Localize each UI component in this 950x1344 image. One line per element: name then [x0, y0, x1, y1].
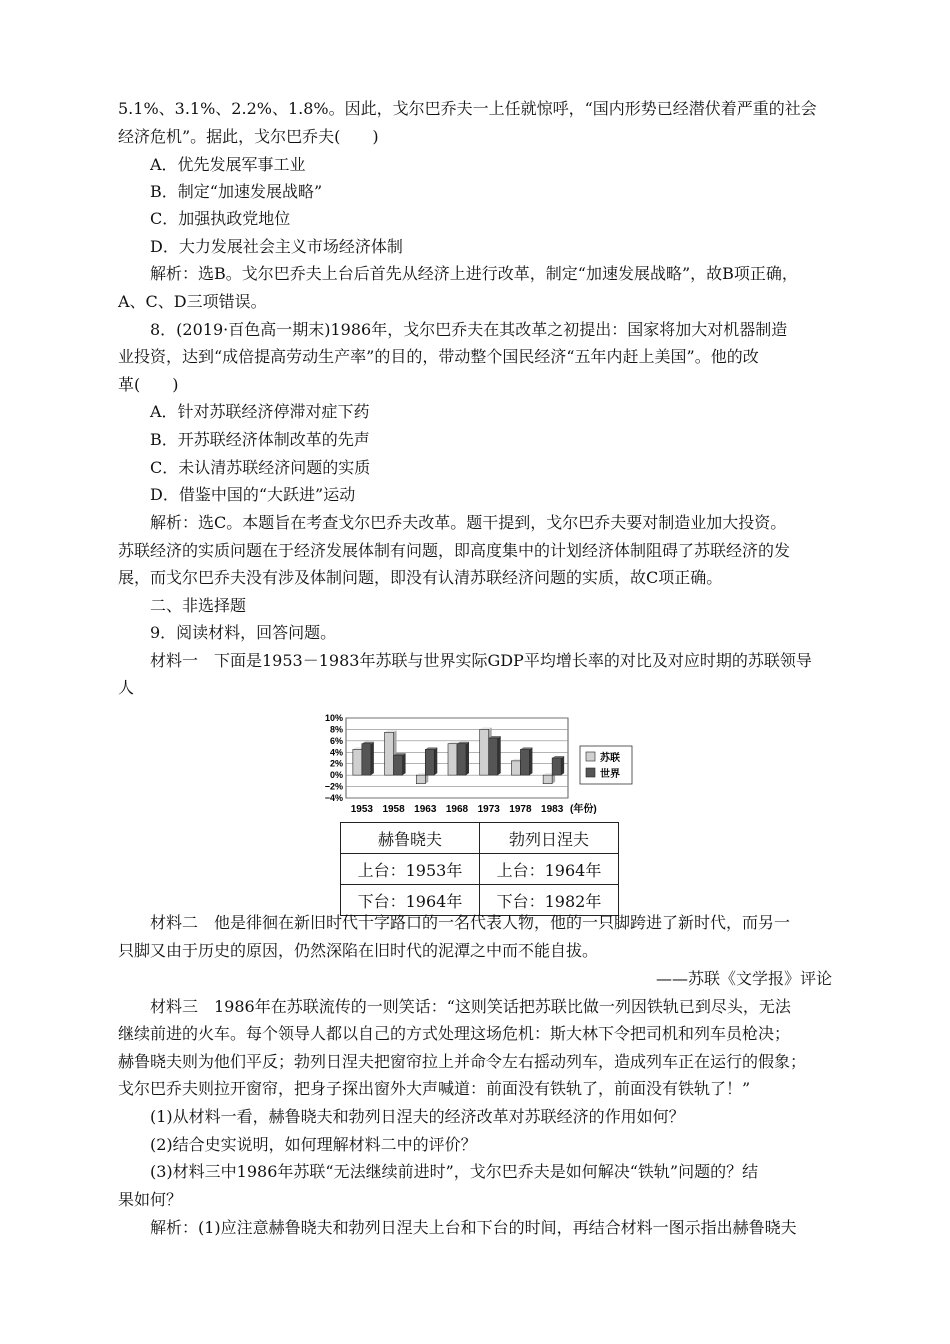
text-line: 继续前进的火车。每个领导人都以自己的方式处理这场危机：斯大林下令把司机和列车员枪决；	[118, 1024, 791, 1043]
y-tick-label: 2%	[329, 758, 343, 769]
legend-swatch	[586, 768, 595, 777]
analysis-line: 解析：(1)应注意赫鲁晓夫和勃列日涅夫上台和下台的时间，再结合材料一图示指出赫鲁晓夫	[150, 1218, 797, 1237]
legend-label: 苏联	[600, 753, 620, 764]
material-2: 材料二 他是徘徊在新旧时代十字路口的一名代表人物，他的一只脚跨进了新时代，而另一	[150, 913, 791, 932]
x-tick-label: 1963	[414, 804, 437, 815]
bar-side	[434, 747, 437, 775]
y-tick-label: −2%	[324, 781, 343, 792]
text-line: 革( )	[118, 375, 179, 394]
y-tick-label: 10%	[324, 713, 343, 723]
option-c: C．加强执政党地位	[150, 209, 291, 228]
x-tick-label: 1953	[350, 804, 373, 815]
sub-question-2: (2)结合史实说明，如何理解材料二中的评价？	[150, 1135, 477, 1154]
section-heading: 二、非选择题	[150, 596, 247, 615]
x-tick-label: 1968	[445, 804, 469, 815]
table-cell: 上台：1964年	[480, 854, 619, 885]
analysis-line: 苏联经济的实质问题在于经济发展体制有问题，即高度集中的计划经济体制阻碍了苏联经济的发	[118, 541, 791, 560]
option-d: D．借鉴中国的“大跃进”运动	[150, 485, 356, 504]
x-tick-label: 1958	[382, 804, 405, 815]
bar-苏联	[480, 729, 489, 775]
bar-side	[498, 736, 501, 775]
gdp-growth-chart	[318, 712, 636, 818]
option-a: A．优先发展军事工业	[150, 155, 306, 174]
bar-苏联	[543, 775, 552, 784]
y-tick-label: 6%	[329, 735, 343, 746]
analysis-line: 展，而戈尔巴乔夫没有涉及体制问题，即没有认清苏联经济问题的实质，故C项正确。	[118, 568, 723, 587]
x-tick-label: 1983	[541, 804, 564, 815]
bar-世界	[552, 758, 561, 775]
bar-世界	[520, 749, 529, 775]
material-1: 材料一 下面是1953－1983年苏联与世界实际GDP平均增长率的对比及对应时期的苏联领导	[150, 651, 812, 670]
bar-side	[466, 742, 469, 775]
table-cell: 上台：1953年	[341, 854, 480, 885]
sub-question-3: (3)材料三中1986年苏联“无法继续前进时”，戈尔巴乔夫是如何解决“铁轨”问题的？结	[150, 1162, 759, 1181]
legend-label: 世界	[600, 769, 620, 780]
bar-世界	[457, 744, 466, 775]
sub-question-1: (1)从材料一看，赫鲁晓夫和勃列日涅夫的经济改革对苏联经济的作用如何？	[150, 1107, 685, 1126]
bar-苏联	[511, 761, 520, 775]
material-3: 材料三 1986年在苏联流传的一则笑话：“这则笑话把苏联比做一列因铁轨已到尽头，无法	[150, 997, 791, 1016]
text-line: 5.1%、3.1%、2.2%、1.8%。因此，戈尔巴乔夫一上任就惊呼，“国内形势已经潜伏着严重的社会	[118, 99, 817, 118]
option-b: B．开苏联经济体制改革的先声	[150, 430, 370, 449]
bar-苏联	[385, 732, 394, 775]
text-line: 果如何？	[118, 1190, 183, 1209]
bar-世界	[362, 744, 371, 775]
leaders-table	[340, 822, 619, 916]
question-8: 8．(2019·百色高一期末)1986年，戈尔巴乔夫在其改革之初提出：国家将加大对机器制造	[150, 320, 788, 339]
y-tick-label: −4%	[324, 793, 343, 803]
analysis-line: 解析：选B。戈尔巴乔夫上台后首先从经济上进行改革，制定“加速发展战略”，故B项正确，	[150, 264, 798, 283]
option-b: B．制定“加速发展战略”	[150, 182, 323, 201]
bar-side	[403, 753, 406, 775]
analysis-line: A、C、D三项错误。	[118, 292, 267, 311]
option-c: C．未认清苏联经济问题的实质	[150, 458, 371, 477]
text-line: 经济危机”。据此，戈尔巴乔夫( )	[118, 127, 379, 146]
bar-苏联	[448, 744, 457, 775]
bar-苏联	[353, 749, 362, 775]
bar-side	[529, 747, 532, 775]
question-9: 9．阅读材料，回答问题。	[150, 623, 337, 642]
bar-世界	[425, 749, 434, 775]
citation: ——苏联《文学报》评论	[655, 969, 832, 988]
text-line: 戈尔巴乔夫则拉开窗帘，把身子探出窗外大声喊道：前面没有铁轨了，前面没有铁轨了！”	[118, 1079, 751, 1098]
text-line: 赫鲁晓夫则为他们平反；勃列日涅夫把窗帘拉上并命令左右摇动列车，造成列车正在运行的假象；	[118, 1052, 807, 1071]
bar-世界	[489, 738, 498, 775]
analysis-line: 解析：选C。本题旨在考查戈尔巴乔夫改革。题干提到，戈尔巴乔夫要对制造业加大投资。	[150, 513, 787, 532]
table-header: 赫鲁晓夫	[341, 823, 480, 854]
x-unit-label: (年份)	[570, 804, 597, 815]
bar-苏联	[416, 775, 425, 784]
bar-side	[561, 756, 564, 775]
table-header: 勃列日涅夫	[480, 823, 619, 854]
legend-swatch	[586, 752, 595, 761]
option-d: D．大力发展社会主义市场经济体制	[150, 237, 403, 256]
y-tick-label: 4%	[329, 747, 343, 758]
text-line: 人	[118, 678, 135, 697]
text-line: 业投资，达到“成倍提高劳动生产率”的目的，带动整个国民经济“五年内赶上美国”。他的改	[118, 347, 759, 366]
bar-世界	[394, 755, 403, 775]
y-tick-label: 8%	[329, 724, 343, 735]
option-a: A．针对苏联经济停滞对症下药	[150, 402, 370, 421]
x-tick-label: 1978	[509, 804, 532, 815]
x-tick-label: 1973	[477, 804, 500, 815]
table-cell: 下台：1982年	[480, 885, 619, 916]
text-line: 只脚又由于历史的原因，仍然深陷在旧时代的泥潭之中而不能自拔。	[118, 941, 599, 960]
y-tick-label: 0%	[329, 770, 343, 781]
bar-side	[371, 742, 374, 775]
table-cell: 下台：1964年	[341, 885, 480, 916]
